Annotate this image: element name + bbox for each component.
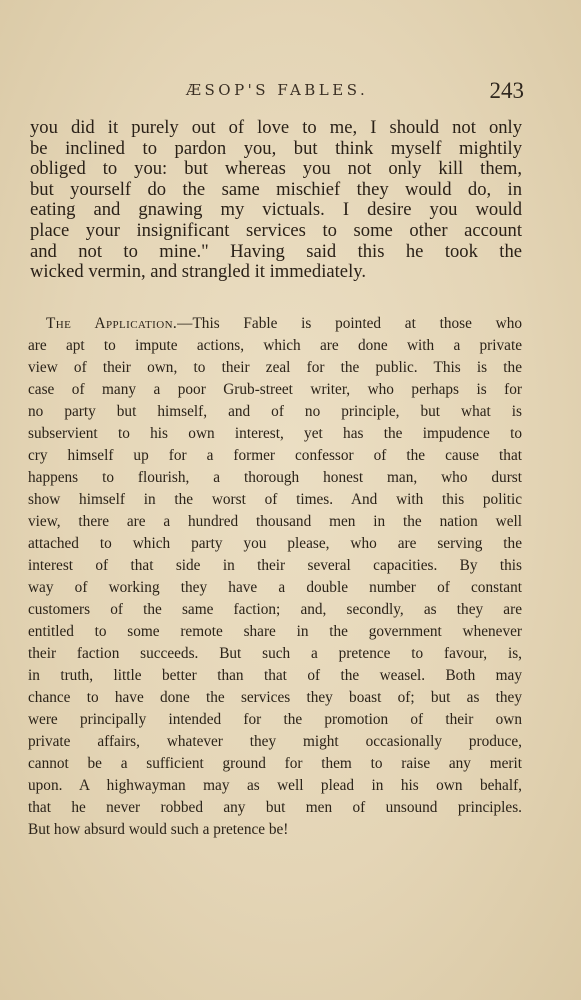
page-header — [30, 78, 524, 104]
text-line: interest of that side in their several capacities. By this — [28, 557, 522, 574]
text-line: happens to flourish, a thorough honest man, who durst — [28, 469, 522, 486]
text-line: But how absurd would such a pretence be! — [28, 821, 289, 838]
text-line: case of many a poor Grub-street writer, who perhaps is for — [28, 381, 522, 398]
application-label: The Application. — [46, 315, 178, 332]
text-line: view, there are a hundred thousand men in the nation well — [28, 513, 522, 530]
text-line: no party but himself, and of no principle, but what is — [28, 403, 522, 420]
text-line: place your insignificant services to some other account — [30, 219, 522, 241]
text-line: upon. A highwayman may as well plead in his own behalf, — [28, 777, 522, 794]
text-line: customers of the same faction; and, secondly, as they are — [28, 601, 522, 618]
text-line: view of their own, to their zeal for the public. This is the — [28, 359, 522, 376]
text-line: attached to which party you please, who are serving the — [28, 535, 522, 552]
text-line: cannot be a sufficient ground for them to raise any merit — [28, 755, 522, 772]
application-paragraph — [28, 313, 522, 841]
fable-paragraph — [30, 118, 522, 283]
text-line: private affairs, whatever they might occasionally produce, — [28, 733, 522, 750]
text-line: cry himself up for a former confessor of the cause that — [28, 447, 522, 464]
text-line: be inclined to pardon you, but think myself mightily — [30, 137, 522, 159]
text-line: you did it purely out of love to me, I should not only — [30, 117, 522, 138]
text-line: wicked vermin, and strangled it immediately. — [30, 261, 366, 283]
text-line: are apt to impute actions, which are done with a private — [28, 337, 522, 354]
text-line: in truth, little better than that of the weasel. Both may — [28, 667, 522, 684]
text-line: chance to have done the services they boast of; but as they — [28, 689, 522, 706]
application-first-line-text: —This Fable is pointed at those who — [177, 315, 522, 332]
application-first-line — [28, 313, 522, 335]
text-line: show himself in the worst of times. And with this politic — [28, 491, 522, 508]
text-line: obliged to you: but whereas you not only kill them, — [30, 158, 522, 180]
page-number: 243 — [489, 78, 524, 103]
text-line: subservient to his own interest, yet has the impudence to — [28, 425, 522, 442]
text-line: and not to mine." Having said this he took the — [30, 240, 522, 262]
running-title: ÆSOP'S FABLES. — [186, 81, 369, 99]
text-line: way of working they have a double number of constant — [28, 579, 522, 596]
text-line: were principally intended for the promotion of their own — [28, 711, 522, 728]
text-line: entitled to some remote share in the government whenever — [28, 623, 522, 640]
text-line: but yourself do the same mischief they would do, in — [30, 178, 522, 200]
text-line: that he never robbed any but men of unsound principles. — [28, 799, 522, 816]
text-line: eating and gnawing my victuals. I desire you would — [30, 199, 522, 221]
text-line: their faction succeeds. But such a pretence to favour, is, — [28, 645, 522, 662]
